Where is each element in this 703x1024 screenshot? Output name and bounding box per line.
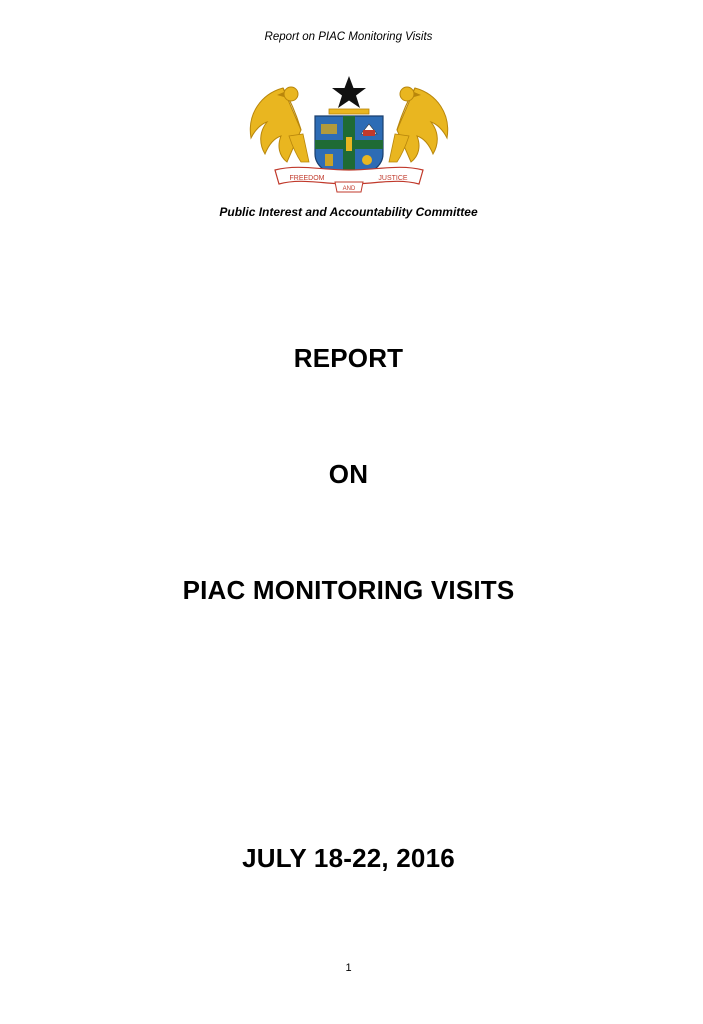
title-line-3: PIAC MONITORING VISITS: [182, 575, 515, 605]
title-line-1: REPORT: [293, 343, 404, 373]
motto-middle: AND: [342, 186, 356, 192]
motto-left: FREEDOM: [289, 175, 325, 182]
running-header: Report on PIAC Monitoring Visits: [264, 31, 433, 43]
motto-right: JUSTICE: [378, 175, 408, 182]
committee-name: Public Interest and Accountability Committee: [219, 205, 478, 219]
page-number: 1: [345, 962, 352, 974]
report-date: JULY 18-22, 2016: [242, 843, 455, 873]
title-line-2: ON: [328, 459, 369, 489]
coat-of-arms-icon: [243, 74, 455, 194]
